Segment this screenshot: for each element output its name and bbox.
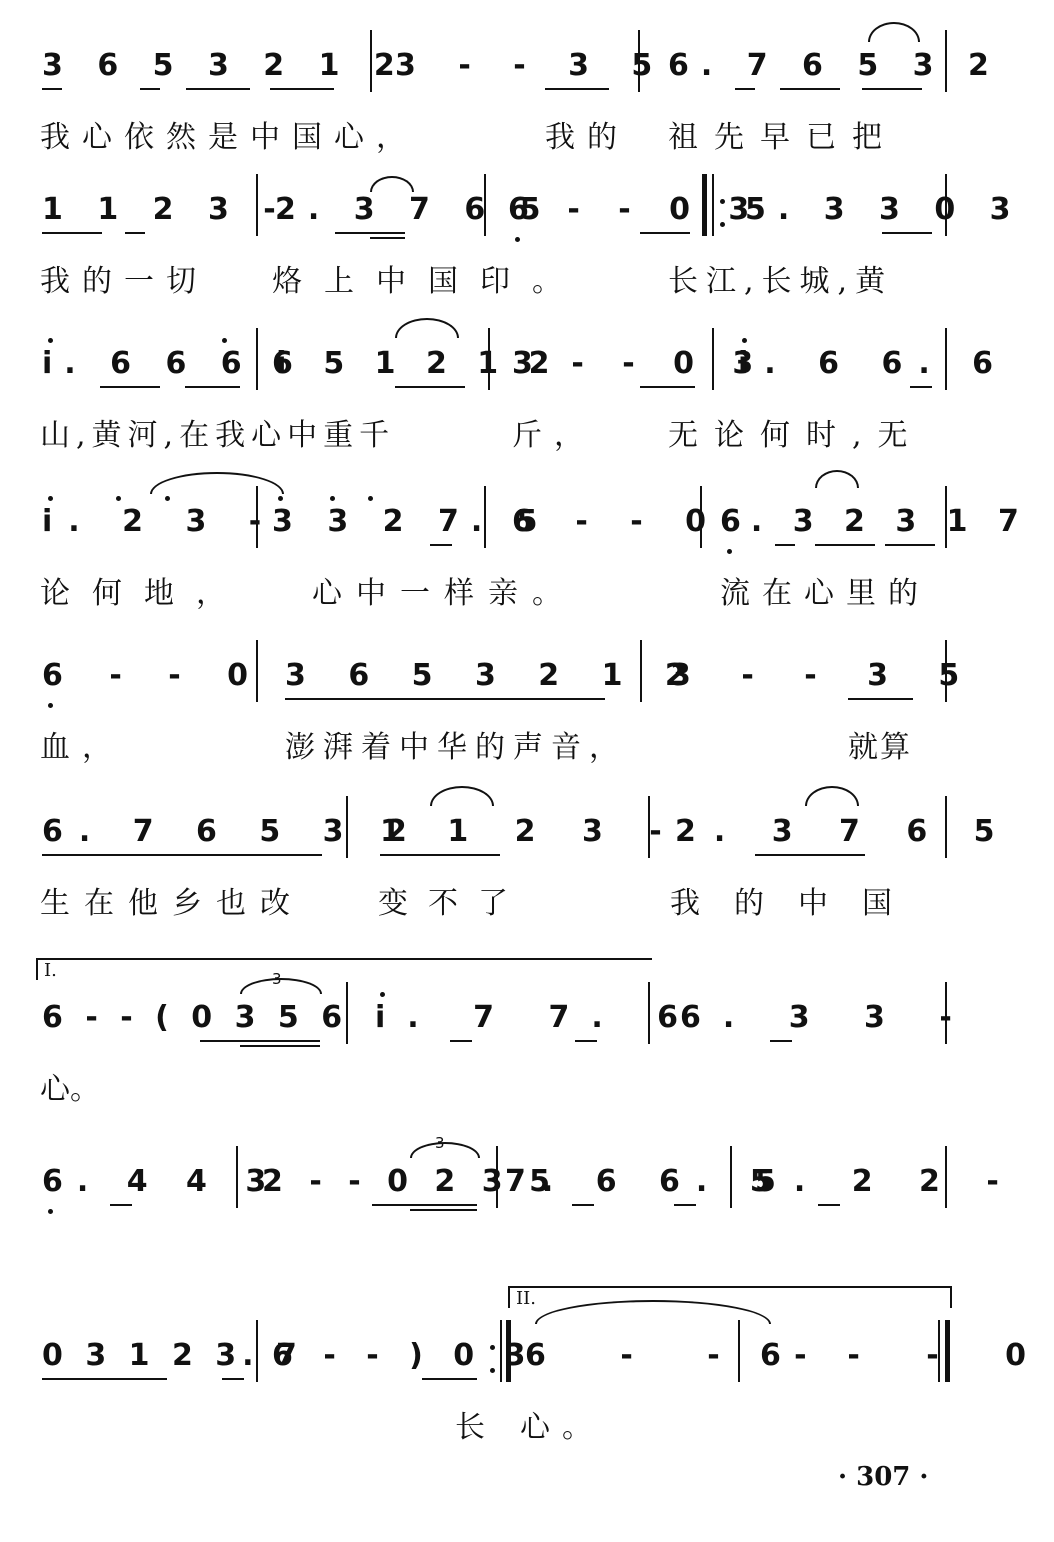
measure: 6. 3 3 - — [680, 1000, 974, 1035]
measure: 6 - - 0 — [760, 1338, 1054, 1373]
page-number: · 307 · — [838, 1462, 929, 1492]
measure: 6 - - ) 0 3 — [272, 1338, 536, 1373]
triplet-mark: 3 — [272, 970, 282, 988]
measure: 6. 3 2 3 1 7 — [720, 504, 1029, 539]
volta-2: II. — [508, 1286, 952, 1308]
measure: i. 6 6 6 i — [42, 346, 299, 381]
triplet-mark: 3 — [435, 1134, 445, 1152]
measure: 0 3 1 2 3. 7 — [42, 1338, 303, 1373]
measure: 5. 2 2 - — [755, 1164, 1017, 1199]
measure: 7. 6 6. 5 — [505, 1164, 787, 1199]
measure: 6 - - ( 0 3 5 6 — [42, 1000, 349, 1035]
lyrics-line: 山,黄河,在我心中重千 斤， 无论何时,无 — [40, 418, 924, 453]
measure: 6 - - 0 — [512, 504, 722, 539]
measure: 2. 3 7 6 5 — [275, 192, 553, 227]
measure: 2. 3 7 6 5 — [675, 814, 1013, 849]
lyrics-line: 论何地， 心中一样亲。 流在心里的 — [40, 576, 930, 611]
measure: i. 6 6. 6 — [738, 346, 1010, 381]
lyrics-line: 血， 澎湃着中华的声音， 就算 — [40, 730, 912, 765]
measure: 3 - - 3 5 — [395, 48, 669, 83]
lyrics-line: 生在他乡也改 变不了 我的中国 — [40, 886, 926, 921]
measure: 1 1 2 3 - — [42, 192, 288, 227]
lyrics-line: 长 心。 — [455, 1410, 604, 1445]
measure: 3 6 5 3 2 1 2 — [285, 658, 702, 693]
measure: 6. 7 6 5 3 2 — [668, 48, 1001, 83]
lyrics-line: 心。 — [40, 1072, 100, 1107]
measure: 5. 3 3 0 3 — [745, 192, 1023, 227]
measure: i. 2 3 - — [42, 504, 278, 539]
measure: 2 - - 0 2 3 5 — [262, 1164, 558, 1199]
volta-1: I. — [36, 958, 652, 980]
lyrics-line: 我心依然是中国心， 我的 祖先早已把 — [40, 120, 898, 155]
measure: 6. 4 4 3 — [42, 1164, 281, 1199]
measure: 3 - - 0 3 — [512, 346, 768, 381]
measure: 1 1 2 3 - — [380, 814, 680, 849]
measure: 6 - - 0 3 — [508, 192, 764, 227]
measure: 3 3 2 7. 5 — [272, 504, 550, 539]
measure: 3 - - 3 5 — [670, 658, 980, 693]
measure: 6 5 1 2 1 2 — [272, 346, 560, 381]
lyrics-line: 我的一切 烙上中国印。 长江,长城,黄 — [40, 264, 894, 299]
measure: 6. 7 6 5 3 2 — [42, 814, 423, 849]
measure: 3 6 5 3 2 1 2 — [42, 48, 407, 83]
measure: 6 - - - — [525, 1338, 839, 1373]
measure: 6 - - 0 — [42, 658, 266, 693]
measure: i. 7 7. 6 — [375, 1000, 701, 1035]
